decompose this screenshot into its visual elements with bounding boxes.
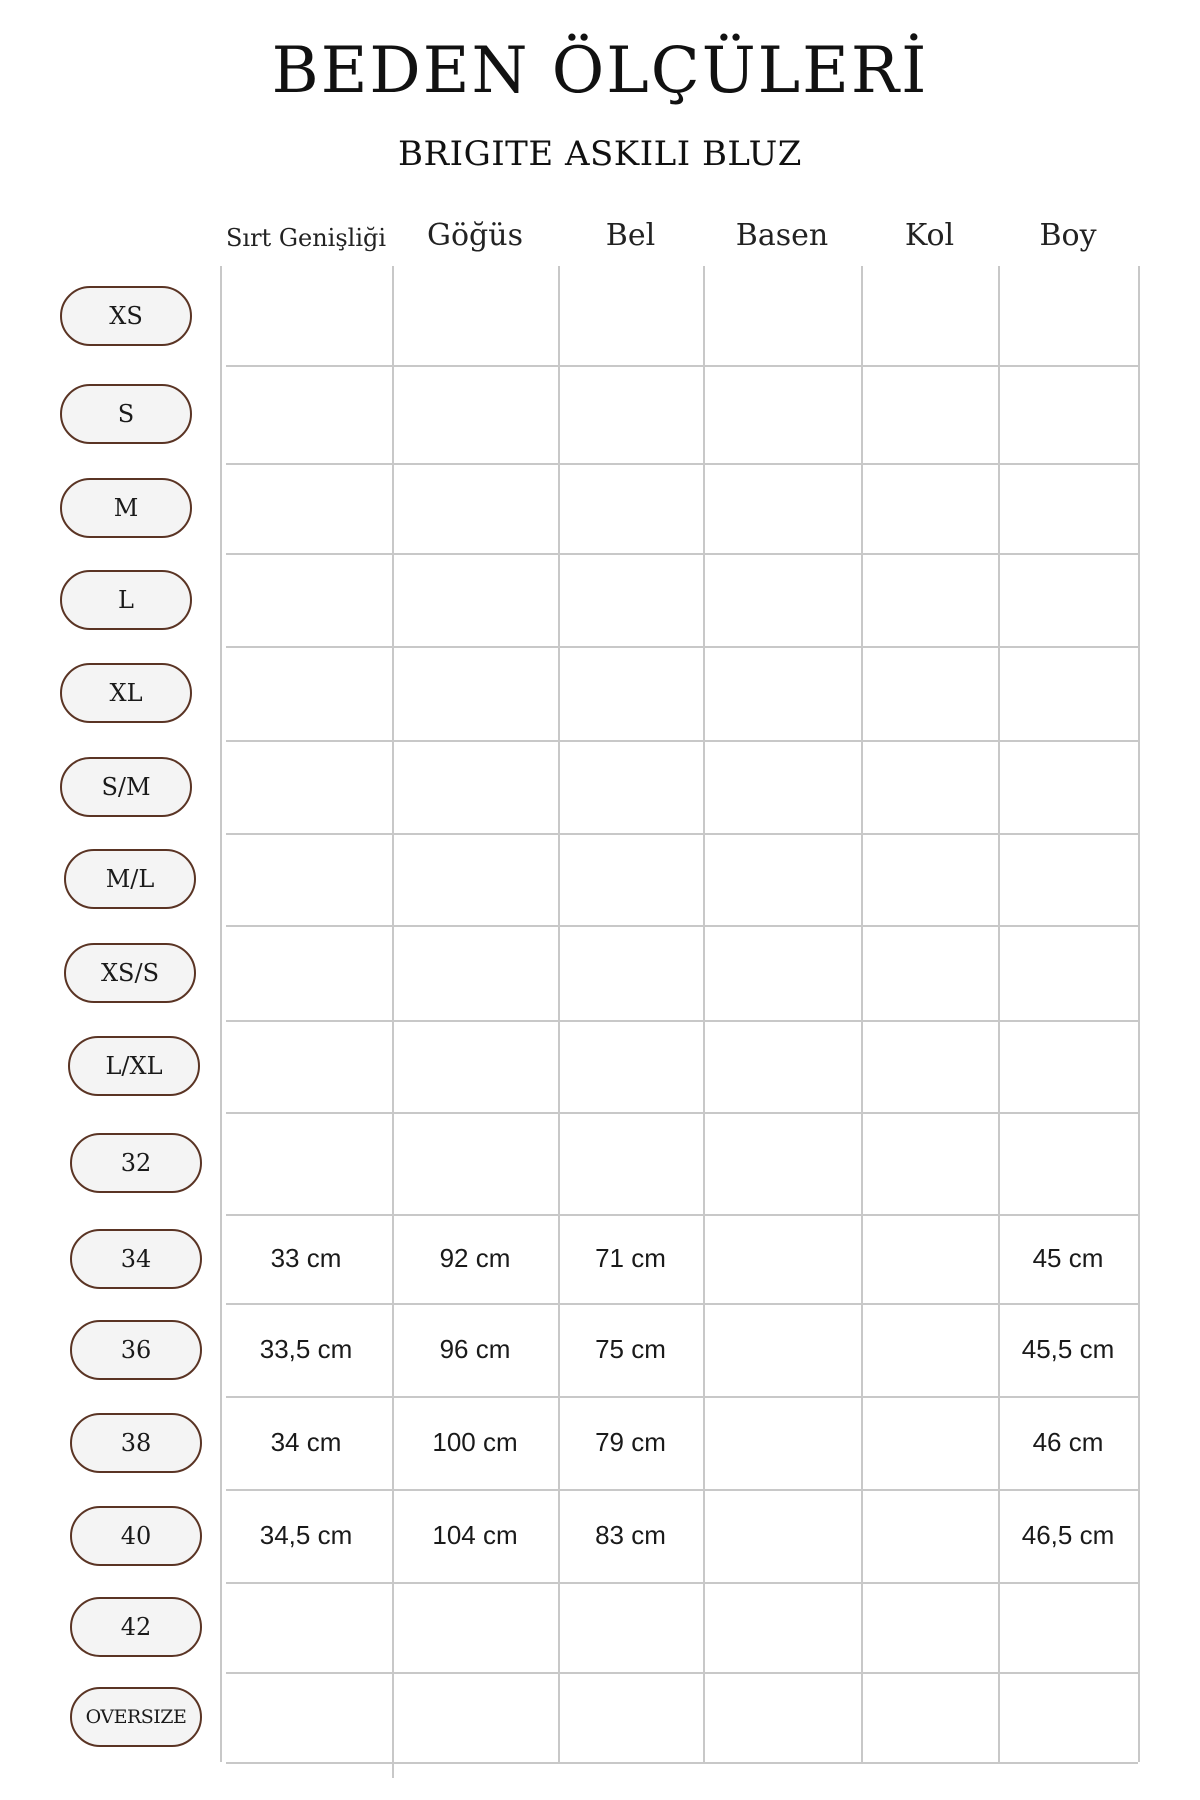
table-row-divider — [226, 1303, 1138, 1305]
size-label-badge: OVERSIZE — [70, 1687, 202, 1747]
column-header: Boy — [1039, 218, 1097, 253]
table-cell-value: 83 cm — [595, 1519, 666, 1550]
size-label-badge: M/L — [64, 849, 196, 909]
size-label-badge: 40 — [70, 1506, 202, 1566]
column-header: Sırt Genişliği — [225, 224, 387, 252]
size-label-badge: 42 — [70, 1597, 202, 1657]
table-cell-value: 92 cm — [439, 1242, 511, 1273]
table-cell-value: 34 cm — [270, 1426, 342, 1457]
table-cell-value: 46,5 cm — [1021, 1519, 1115, 1550]
table-cell-value: 46 cm — [1032, 1426, 1104, 1457]
table-row-divider — [226, 1582, 1138, 1584]
table-row-divider — [226, 1489, 1138, 1491]
column-header: Bel — [605, 218, 656, 253]
table-row-divider — [226, 740, 1138, 742]
table-row-divider — [226, 925, 1138, 927]
table-row-divider — [226, 463, 1138, 465]
table-column-divider — [861, 266, 863, 1762]
table-cell-value: 45 cm — [1032, 1242, 1104, 1273]
table-row-divider — [226, 365, 1138, 367]
table-cell-value: 71 cm — [595, 1242, 666, 1273]
table-row-divider — [226, 1762, 1138, 1764]
size-label-badge: 32 — [70, 1133, 202, 1193]
size-label-badge: L — [60, 570, 192, 630]
column-header: Kol — [904, 218, 955, 253]
table-cell-value: 79 cm — [595, 1426, 666, 1457]
table-row-divider — [226, 833, 1138, 835]
table-row-divider — [226, 553, 1138, 555]
size-label-badge: XL — [60, 663, 192, 723]
table-row-divider — [226, 1214, 1138, 1216]
table-row-divider — [226, 1396, 1138, 1398]
size-label-badge: XS/S — [64, 943, 196, 1003]
size-label-badge: 38 — [70, 1413, 202, 1473]
table-cell-value: 100 cm — [432, 1426, 518, 1457]
column-header: Basen — [735, 218, 829, 253]
table-row-divider — [226, 646, 1138, 648]
table-row-divider — [226, 1672, 1138, 1674]
table-cell-value: 33,5 cm — [259, 1333, 353, 1364]
table-row-divider — [226, 1112, 1138, 1114]
size-label-badge: XS — [60, 286, 192, 346]
table-column-divider — [1138, 266, 1140, 1762]
table-cell-value: 33 cm — [270, 1242, 342, 1273]
table-cell-value: 45,5 cm — [1021, 1333, 1115, 1364]
size-label-badge: 36 — [70, 1320, 202, 1380]
size-label-badge: 34 — [70, 1229, 202, 1289]
table-cell-value: 75 cm — [595, 1333, 666, 1364]
table-column-divider — [703, 266, 705, 1762]
product-name: BRIGITE ASKILI BLUZ — [398, 134, 802, 174]
size-label-badge: S/M — [60, 757, 192, 817]
table-row-divider — [226, 1020, 1138, 1022]
table-column-divider — [392, 266, 394, 1778]
table-cell-value: 34,5 cm — [259, 1519, 353, 1550]
column-header: Göğüs — [427, 218, 523, 253]
size-label-badge: L/XL — [68, 1036, 200, 1096]
size-label-badge: S — [60, 384, 192, 444]
table-cell-value: 96 cm — [439, 1333, 511, 1364]
size-label-badge: M — [60, 478, 192, 538]
table-cell-value: 104 cm — [432, 1519, 518, 1550]
page-title: BEDEN ÖLÇÜLERİ — [271, 34, 929, 108]
